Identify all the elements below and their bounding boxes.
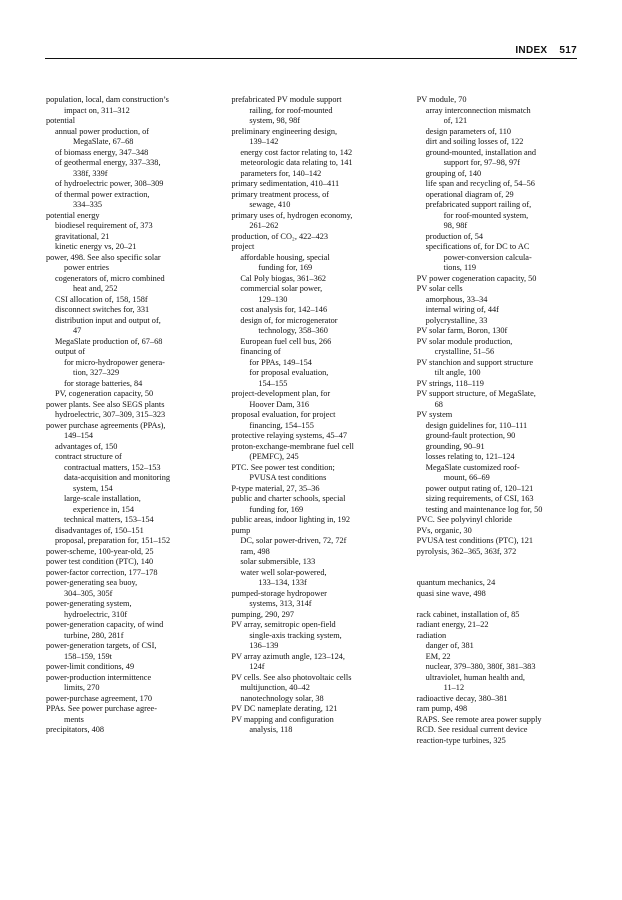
index-entry-continuation: limits, 270 bbox=[64, 683, 100, 692]
index-entry: PV support structure, of MegaSlate, bbox=[416, 389, 536, 398]
index-entry-continuation: financing, 154–155 bbox=[249, 420, 314, 430]
index-entry-continuation: for roof-mounted system, bbox=[443, 210, 529, 220]
index-entry: ultraviolet, human health and, bbox=[425, 672, 525, 682]
index-entry: PTC. See power test condition; bbox=[231, 462, 335, 472]
index-entry-continuation: 149–154 bbox=[64, 431, 94, 440]
index-entry-continuation: tilt angle, 100 bbox=[434, 368, 481, 377]
index-entry: PV array, semitropic open-field bbox=[231, 620, 336, 629]
index-entry: of hydroelectric power, 308–309 bbox=[55, 179, 164, 188]
index-entry: meteorologic data relating to, 141 bbox=[240, 158, 353, 167]
index-entry-continuation: Hoover Dam, 316 bbox=[249, 399, 310, 409]
index-entry-continuation: 11–12 bbox=[443, 683, 465, 692]
index-entry: technical matters, 153–154 bbox=[64, 515, 154, 524]
index-entry: preliminary engineering design, bbox=[231, 126, 338, 136]
index-entry: radiant energy, 21–22 bbox=[416, 620, 489, 629]
index-entry: PV strings, 118–119 bbox=[416, 378, 484, 388]
index-entry: PV array azimuth angle, 123–124, bbox=[231, 651, 346, 661]
index-entry: operational diagram of, 29 bbox=[425, 189, 514, 199]
index-entry: parameters for, 140–142 bbox=[240, 168, 322, 178]
index-entry: PV cells. See also photovoltaic cells bbox=[231, 672, 352, 682]
index-entry: P-type material, 27, 35–36 bbox=[231, 483, 320, 493]
index-entry: power-generating sea buoy, bbox=[46, 578, 138, 587]
index-entry: PV solar farm, Boron, 130f bbox=[416, 326, 508, 335]
index-entry: PV, cogeneration capacity, 50 bbox=[55, 389, 154, 398]
index-entry: solar submersible, 133 bbox=[240, 557, 316, 566]
index-entry: grounding, 90–91 bbox=[425, 441, 485, 451]
index-entry-continuation: funding for, 169 bbox=[258, 263, 313, 272]
index-entry-continuation: railing, for roof-mounted bbox=[249, 105, 333, 115]
index-entry: power-generation targets, of CSI, bbox=[46, 641, 157, 650]
header-rule bbox=[45, 58, 577, 59]
index-entry: potential bbox=[46, 116, 76, 125]
index-entry: PV power cogeneration capacity, 50 bbox=[416, 273, 537, 283]
index-entry: advantages of, 150 bbox=[55, 441, 118, 451]
index-column-2 bbox=[231, 95, 414, 746]
index-entry-continuation: 261–262 bbox=[249, 221, 279, 230]
index-entry-continuation: experience in, 154 bbox=[73, 504, 135, 514]
index-entry-continuation: hydroelectric, 310f bbox=[64, 609, 128, 619]
index-entry-continuation: heat and, 252 bbox=[73, 284, 118, 293]
index-entry-continuation: ments bbox=[64, 714, 84, 724]
index-entry: power test condition (PTC), 140 bbox=[46, 557, 154, 566]
index-entry-continuation: 304–305, 305f bbox=[64, 588, 113, 598]
index-entry: potential energy bbox=[46, 210, 100, 220]
index-entry: quantum mechanics, 24 bbox=[416, 578, 496, 587]
index-entry-continuation: single-axis tracking system, bbox=[249, 630, 342, 640]
index-entry: pump bbox=[231, 525, 251, 535]
index-entry: cogenerators of, micro combined bbox=[55, 273, 165, 283]
index-entry: PV module, 70 bbox=[416, 95, 467, 104]
index-entry: power purchase agreements (PPAs), bbox=[46, 420, 166, 430]
index-entry: biodiesel requirement of, 373 bbox=[55, 221, 153, 230]
index-entry-continuation: PVUSA test conditions bbox=[249, 473, 327, 482]
index-entry: rack cabinet, installation of, 85 bbox=[416, 609, 520, 619]
index-entry: distribution input and output of, bbox=[55, 315, 161, 325]
index-entry: for storage batteries, 84 bbox=[64, 378, 143, 388]
index-entry: power, 498. See also specific solar bbox=[46, 252, 161, 262]
index-entry: prefabricated support railing of, bbox=[425, 200, 532, 209]
index-entry: of thermal power extraction, bbox=[55, 189, 150, 199]
index-entry: precipitators, 408 bbox=[46, 725, 105, 734]
index-entry: power-factor correction, 177–178 bbox=[46, 567, 158, 577]
index-entry: primary treatment process, of bbox=[231, 189, 330, 199]
index-entry: ground-mounted, installation and bbox=[425, 147, 537, 157]
index-entry: energy cost factor relating to, 142 bbox=[240, 147, 353, 157]
index-entry: radioactive decay, 380–381 bbox=[416, 693, 508, 703]
index-entry: power plants. See also SEGS plants bbox=[46, 399, 165, 409]
index-entry-continuation: 154–155 bbox=[258, 378, 288, 388]
index-gap bbox=[417, 557, 600, 568]
index-entry-continuation: (PEMFC), 245 bbox=[249, 452, 299, 461]
index-entry: amorphous, 33–34 bbox=[425, 294, 488, 304]
index-entry: RCD. See residual current device bbox=[416, 725, 528, 734]
index-entry: population, local, dam construction’s bbox=[46, 95, 169, 104]
index-entry: power-purchase agreement, 170 bbox=[46, 693, 153, 703]
index-entry-continuation: 124f bbox=[249, 662, 265, 671]
index-entry: power-generation capacity, of wind bbox=[46, 620, 164, 629]
index-entry: large-scale installation, bbox=[64, 494, 141, 503]
index-entry-continuation: crystalline, 51–56 bbox=[434, 347, 495, 356]
index-entry-continuation: technology, 358–360 bbox=[258, 326, 328, 335]
index-entry-continuation: turbine, 280, 281f bbox=[64, 630, 124, 640]
index-entry: hydroelectric, 307–309, 315–323 bbox=[55, 410, 166, 419]
index-entry: pyrolysis, 362–365, 363f, 372 bbox=[416, 546, 517, 556]
index-entry: polycrystalline, 33 bbox=[425, 315, 488, 325]
index-entry: PVC. See polyvinyl chloride bbox=[416, 515, 513, 524]
index-entry: Cal Poly biogas, 361–362 bbox=[240, 273, 327, 283]
index-entry: annual power production, of bbox=[55, 126, 150, 136]
index-entry-continuation: analysis, 118 bbox=[249, 725, 293, 734]
index-entry-continuation: impact on, 311–312 bbox=[64, 105, 130, 115]
index-entry: radiation bbox=[416, 630, 447, 640]
index-entry: multijunction, 40–42 bbox=[240, 683, 310, 692]
index-entry: power-production intermittence bbox=[46, 672, 152, 682]
index-entry: PV mapping and configuration bbox=[231, 714, 334, 724]
index-entry: design of, for microgenerator bbox=[240, 315, 338, 325]
index-entry: ground-fault protection, 90 bbox=[425, 431, 516, 440]
index-entry: power output rating of, 120–121 bbox=[425, 483, 534, 493]
index-entry: losses relating to, 121–124 bbox=[425, 452, 515, 461]
index-entry: danger of, 381 bbox=[425, 641, 474, 650]
index-entry-continuation: 136–139 bbox=[249, 641, 279, 650]
index-entry: MegaSlate production of, 67–68 bbox=[55, 336, 163, 346]
index-entry: disadvantages of, 150–151 bbox=[55, 525, 144, 535]
index-entry: water well solar-powered, bbox=[240, 567, 327, 577]
index-entry: for micro-hydropower genera- bbox=[64, 357, 165, 367]
index-entry: disconnect switches for, 331 bbox=[55, 305, 150, 314]
index-entry: prefabricated PV module support bbox=[231, 95, 342, 104]
index-entry: grouping of, 140 bbox=[425, 168, 482, 178]
index-entry: PV system bbox=[416, 410, 453, 419]
page-number: 517 bbox=[559, 45, 577, 56]
section-title: INDEX bbox=[515, 45, 548, 56]
index-entry: project bbox=[231, 242, 255, 251]
index-entry: data-acquisition and monitoring bbox=[64, 473, 170, 482]
index-column-3 bbox=[417, 95, 600, 746]
index-entry: output of bbox=[55, 347, 86, 356]
index-entry-continuation: 98, 98f bbox=[443, 221, 468, 230]
index-entry-continuation: system, 98, 98f bbox=[249, 116, 301, 125]
index-entry: quasi sine wave, 498 bbox=[416, 588, 486, 598]
index-columns bbox=[46, 95, 600, 746]
index-entry: proposal, preparation for, 151–152 bbox=[55, 536, 171, 545]
index-entry: for PPAs, 149–154 bbox=[249, 357, 312, 367]
index-entry-continuation: 133–134, 133f bbox=[258, 578, 307, 587]
index-entry: European fuel cell bus, 266 bbox=[240, 336, 332, 346]
index-entry: nuclear, 379–380, 380f, 381–383 bbox=[425, 662, 536, 671]
index-entry: PVUSA test conditions (PTC), 121 bbox=[416, 536, 534, 545]
index-entry: project-development plan, for bbox=[231, 389, 331, 398]
index-gap bbox=[417, 599, 600, 610]
index-entry: power-generating system, bbox=[46, 599, 132, 608]
index-entry-continuation: 68 bbox=[434, 399, 443, 409]
index-entry: PV solar module production, bbox=[416, 336, 513, 346]
index-entry: of biomass energy, 347–348 bbox=[55, 147, 149, 157]
index-entry: production of, 54 bbox=[425, 231, 484, 241]
index-entry-continuation: power entries bbox=[64, 263, 109, 272]
index-entry: internal wiring of, 44f bbox=[425, 305, 499, 314]
index-entry: affordable housing, special bbox=[240, 252, 330, 262]
index-entry-continuation: 158–159, 159t bbox=[64, 651, 112, 661]
index-entry: gravitational, 21 bbox=[55, 231, 110, 241]
index-entry-continuation: 129–130 bbox=[258, 294, 288, 304]
index-entry: testing and maintenance log for, 50 bbox=[425, 504, 543, 514]
index-entry: pumping, 290, 297 bbox=[231, 609, 295, 619]
index-entry-continuation: tion, 327–329 bbox=[73, 368, 120, 377]
index-entry: proposal evaluation, for project bbox=[231, 410, 336, 419]
index-entry: public and charter schools, special bbox=[231, 494, 346, 503]
index-entry: production, of CO₂, 422–423 bbox=[231, 231, 329, 241]
index-entry: public areas, indoor lighting in, 192 bbox=[231, 515, 351, 524]
index-entry: PV DC nameplate derating, 121 bbox=[231, 704, 338, 713]
index-entry-continuation: MegaSlate, 67–68 bbox=[73, 137, 134, 146]
index-entry: commercial solar power, bbox=[240, 284, 323, 293]
index-entry-continuation: of, 121 bbox=[443, 116, 468, 125]
index-column-1 bbox=[46, 95, 229, 746]
index-entry: PV stanchion and support structure bbox=[416, 357, 534, 367]
index-entry-continuation: 334–335 bbox=[73, 200, 103, 209]
index-entry: financing of bbox=[240, 347, 281, 356]
index-entry-continuation: mount, 66–69 bbox=[443, 473, 490, 482]
index-gap bbox=[417, 568, 600, 579]
index-entry: ram, 498 bbox=[240, 546, 270, 556]
index-entry: MegaSlate customized roof- bbox=[425, 462, 520, 472]
index-entry: cost analysis for, 142–146 bbox=[240, 305, 328, 314]
running-header bbox=[45, 45, 577, 56]
index-entry: protective relaying systems, 45–47 bbox=[231, 431, 347, 440]
index-entry-continuation: systems, 313, 314f bbox=[249, 599, 312, 608]
index-entry: design guidelines for, 110–111 bbox=[425, 420, 528, 430]
index-entry: reaction-type turbines, 325 bbox=[416, 735, 506, 745]
index-entry: contractual matters, 152–153 bbox=[64, 462, 161, 472]
index-entry: DC, solar power-driven, 72, 72f bbox=[240, 536, 347, 545]
index-entry-continuation: power-conversion calcula- bbox=[443, 252, 532, 262]
index-entry-continuation: support for, 97–98, 97f bbox=[443, 158, 521, 167]
index-entry: EM, 22 bbox=[425, 651, 451, 661]
index-entry: PPAs. See power purchase agree- bbox=[46, 704, 157, 713]
index-entry: specifications of, for DC to AC bbox=[425, 242, 530, 251]
index-entry: CSI allocation of, 158, 158f bbox=[55, 294, 148, 304]
index-entry: pumped-storage hydropower bbox=[231, 588, 327, 598]
index-entry: PV solar cells bbox=[416, 284, 463, 293]
index-entry-continuation: system, 154 bbox=[73, 483, 113, 493]
index-entry: kinetic energy vs, 20–21 bbox=[55, 242, 137, 251]
index-entry: power-scheme, 100-year-old, 25 bbox=[46, 546, 154, 556]
index-entry: life span and recycling of, 54–56 bbox=[425, 179, 535, 188]
index-entry-continuation: 47 bbox=[73, 326, 82, 335]
index-entry-continuation: tions, 119 bbox=[443, 263, 477, 272]
index-entry: array interconnection mismatch bbox=[425, 105, 531, 115]
index-entry-continuation: sewage, 410 bbox=[249, 200, 291, 209]
index-entry-continuation: 139–142 bbox=[249, 137, 279, 146]
index-entry: proton-exchange-membrane fuel cell bbox=[231, 441, 354, 451]
index-entry: primary uses of, hydrogen economy, bbox=[231, 210, 353, 220]
index-entry: nanotechnology solar, 38 bbox=[240, 693, 324, 703]
index-entry: primary sedimentation, 410–411 bbox=[231, 179, 340, 188]
index-entry: dirt and soiling losses of, 122 bbox=[425, 137, 524, 146]
index-entry-continuation: funding for, 169 bbox=[249, 504, 304, 514]
index-entry: power-limit conditions, 49 bbox=[46, 662, 135, 671]
index-entry: for proposal evaluation, bbox=[249, 368, 329, 377]
index-entry-continuation: 338f, 339f bbox=[73, 168, 108, 178]
index-entry: ram pump, 498 bbox=[416, 704, 468, 713]
index-entry: RAPS. See remote area power supply bbox=[416, 714, 542, 724]
index-entry: sizing requirements, of CSI, 163 bbox=[425, 494, 534, 503]
index-entry: PVs, organic, 30 bbox=[416, 525, 472, 535]
index-entry: contract structure of bbox=[55, 452, 122, 461]
index-entry: design parameters of, 110 bbox=[425, 126, 512, 136]
index-entry: of geothermal energy, 337–338, bbox=[55, 158, 161, 167]
